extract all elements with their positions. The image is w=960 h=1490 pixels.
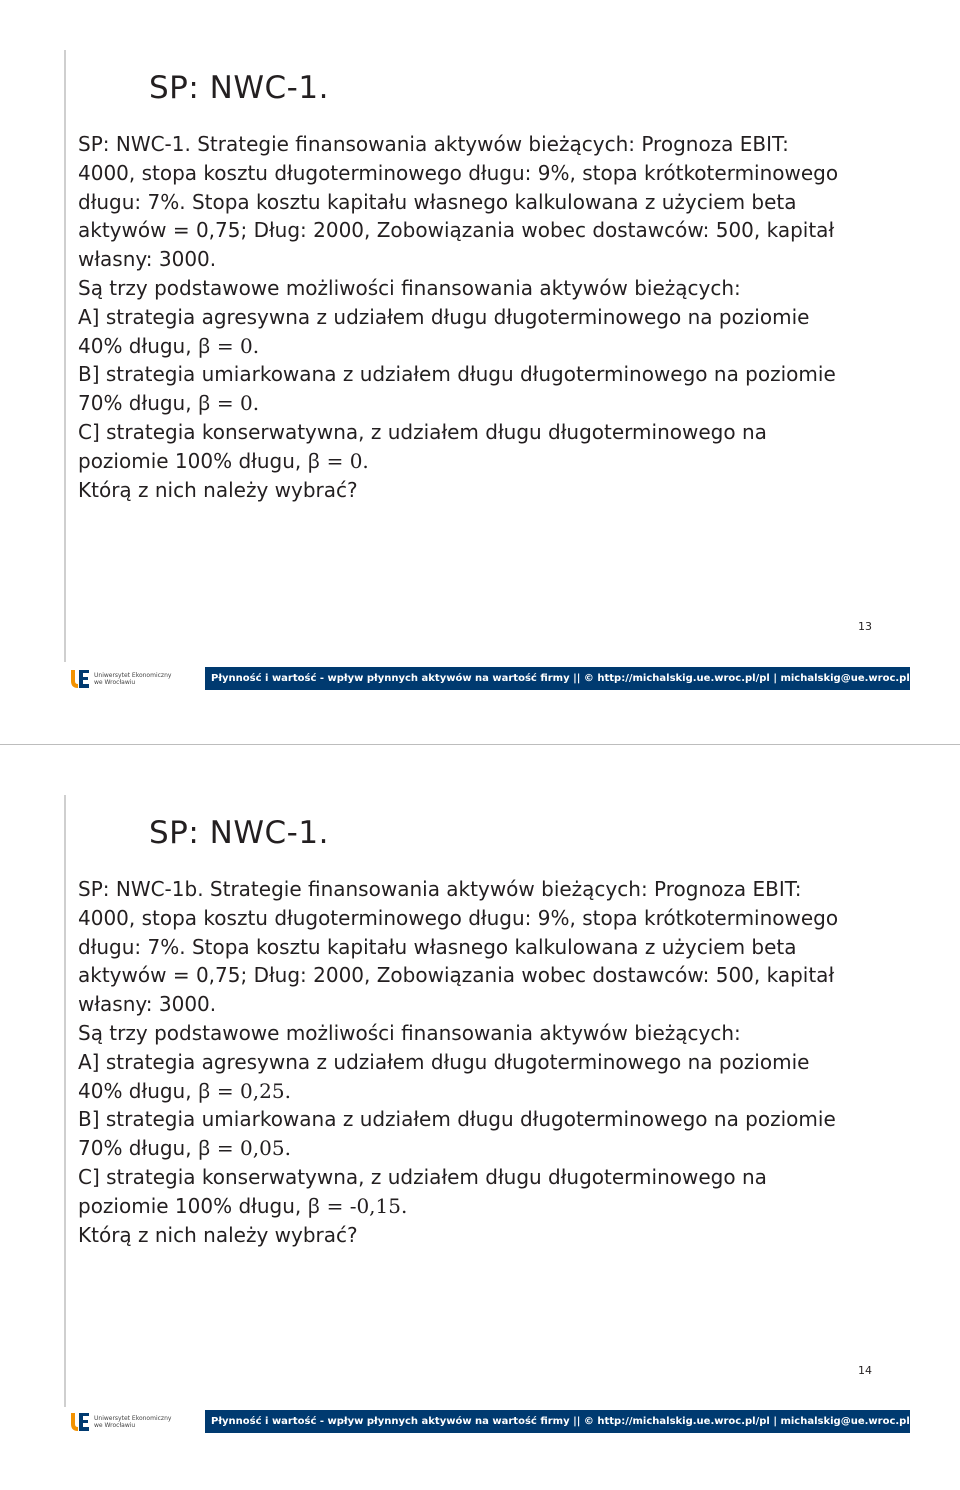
body-line: SP: NWC-1b. Strategie finansowania aktywów bieżących: Prognoza EBIT: — [78, 877, 802, 901]
body-line: długu: 7%. Stopa kosztu kapitału własnego kalkulowana z użyciem beta — [78, 934, 797, 959]
body-line-with-math — [78, 447, 908, 476]
slide-footer — [64, 667, 910, 690]
body-text: 70% długu, — [78, 1136, 198, 1161]
body-text: 40% długu, — [78, 1078, 198, 1103]
body-line: Są trzy podstawowe możliwości finansowania aktywów bieżących: — [78, 1020, 741, 1045]
body-text: 40% długu, — [78, 333, 198, 358]
body-text: 70% długu, — [78, 391, 198, 416]
page-number: 13 — [858, 620, 872, 633]
beta-value: ꞵ = 0. — [197, 333, 260, 358]
body-line: C] strategia konserwatywna, z udziałem długu długoterminowego na — [78, 1164, 767, 1189]
body-line: aktywów = 0,75; Dług: 2000, Zobowiązania wobec dostawców: 500, kapitał — [78, 218, 835, 243]
footer-text: Płynność i wartość - wpływ płynnych aktywów na wartość firmy || © http://michalskig.ue.wroc.pl/pl | michalskig@ue.wroc.pl — [211, 673, 910, 684]
body-line: aktywów = 0,75; Dług: 2000, Zobowiązania wobec dostawców: 500, kapitał — [78, 963, 835, 988]
beta-value: ꞵ = 0. — [197, 391, 260, 416]
slide-14 — [0, 745, 960, 1490]
body-line: A] strategia agresywna z udziałem długu długoterminowego na poziomie — [78, 1049, 810, 1074]
logo-text-line: Uniwersytet Ekonomiczny — [94, 1415, 172, 1422]
slide-left-rule — [64, 795, 66, 1407]
body-text: poziomie 100% długu, — [78, 1193, 308, 1218]
body-line: C] strategia konserwatywna, z udziałem długu długoterminowego na — [78, 419, 767, 444]
slide-body — [78, 875, 908, 1249]
body-line: Są trzy podstawowe możliwości finansowania aktywów bieżących: — [78, 275, 741, 300]
logo-text — [94, 672, 171, 686]
beta-value: ꞵ = 0. — [307, 448, 369, 473]
footer-bar — [205, 667, 910, 690]
footer-bar — [205, 1410, 910, 1433]
footer-text: Płynność i wartość - wpływ płynnych aktywów na wartość firmy || © http://michalskig.ue.wroc.pl/pl | michalskig@ue.wroc.pl — [211, 1416, 910, 1427]
body-line: B] strategia umiarkowana z udziałem długu długoterminowego na poziomie — [78, 362, 836, 387]
body-line: SP: NWC-1. Strategie finansowania aktywów bieżących: Prognoza EBIT: — [78, 132, 789, 156]
body-line-with-math — [78, 1077, 908, 1106]
university-logo — [70, 1412, 190, 1432]
body-line: własny: 3000. — [78, 992, 217, 1017]
body-line: własny: 3000. — [78, 247, 217, 272]
slide-title: SP: NWC-1. — [149, 815, 329, 851]
body-text: poziomie 100% długu, — [78, 448, 308, 473]
ue-logo-icon — [70, 1412, 90, 1432]
body-line: A] strategia agresywna z udziałem długu długoterminowego na poziomie — [78, 304, 810, 329]
question-line: Którą z nich należy wybrać? — [78, 477, 358, 502]
body-line-with-math — [78, 1192, 908, 1221]
beta-value: ꞵ = -0,15. — [307, 1193, 408, 1218]
question-line: Którą z nich należy wybrać? — [78, 1222, 358, 1247]
logo-text-line: we Wrocławiu — [94, 679, 136, 686]
body-line: 4000, stopa kosztu długoterminowego długu: 9%, stopa krótkoterminowego — [78, 905, 839, 930]
slide-body — [78, 130, 908, 504]
body-line: 4000, stopa kosztu długoterminowego długu: 9%, stopa krótkoterminowego — [78, 160, 839, 185]
logo-text-line: we Wrocławiu — [94, 1422, 136, 1429]
page-number: 14 — [858, 1364, 872, 1377]
logo-text-line: Uniwersytet Ekonomiczny — [94, 672, 172, 679]
ue-logo-icon — [70, 669, 90, 689]
university-logo — [70, 669, 190, 689]
logo-text — [94, 1415, 171, 1429]
body-line: długu: 7%. Stopa kosztu kapitału własnego kalkulowana z użyciem beta — [78, 189, 797, 214]
body-line-with-math — [78, 332, 908, 361]
body-line-with-math — [78, 389, 908, 418]
slide-left-rule — [64, 50, 66, 662]
beta-value: ꞵ = 0,05. — [197, 1136, 291, 1161]
slide-title: SP: NWC-1. — [149, 70, 329, 106]
slide-footer — [64, 1410, 910, 1433]
body-line-with-math — [78, 1134, 908, 1163]
body-line: B] strategia umiarkowana z udziałem długu długoterminowego na poziomie — [78, 1107, 836, 1132]
beta-value: ꞵ = 0,25. — [197, 1078, 291, 1103]
